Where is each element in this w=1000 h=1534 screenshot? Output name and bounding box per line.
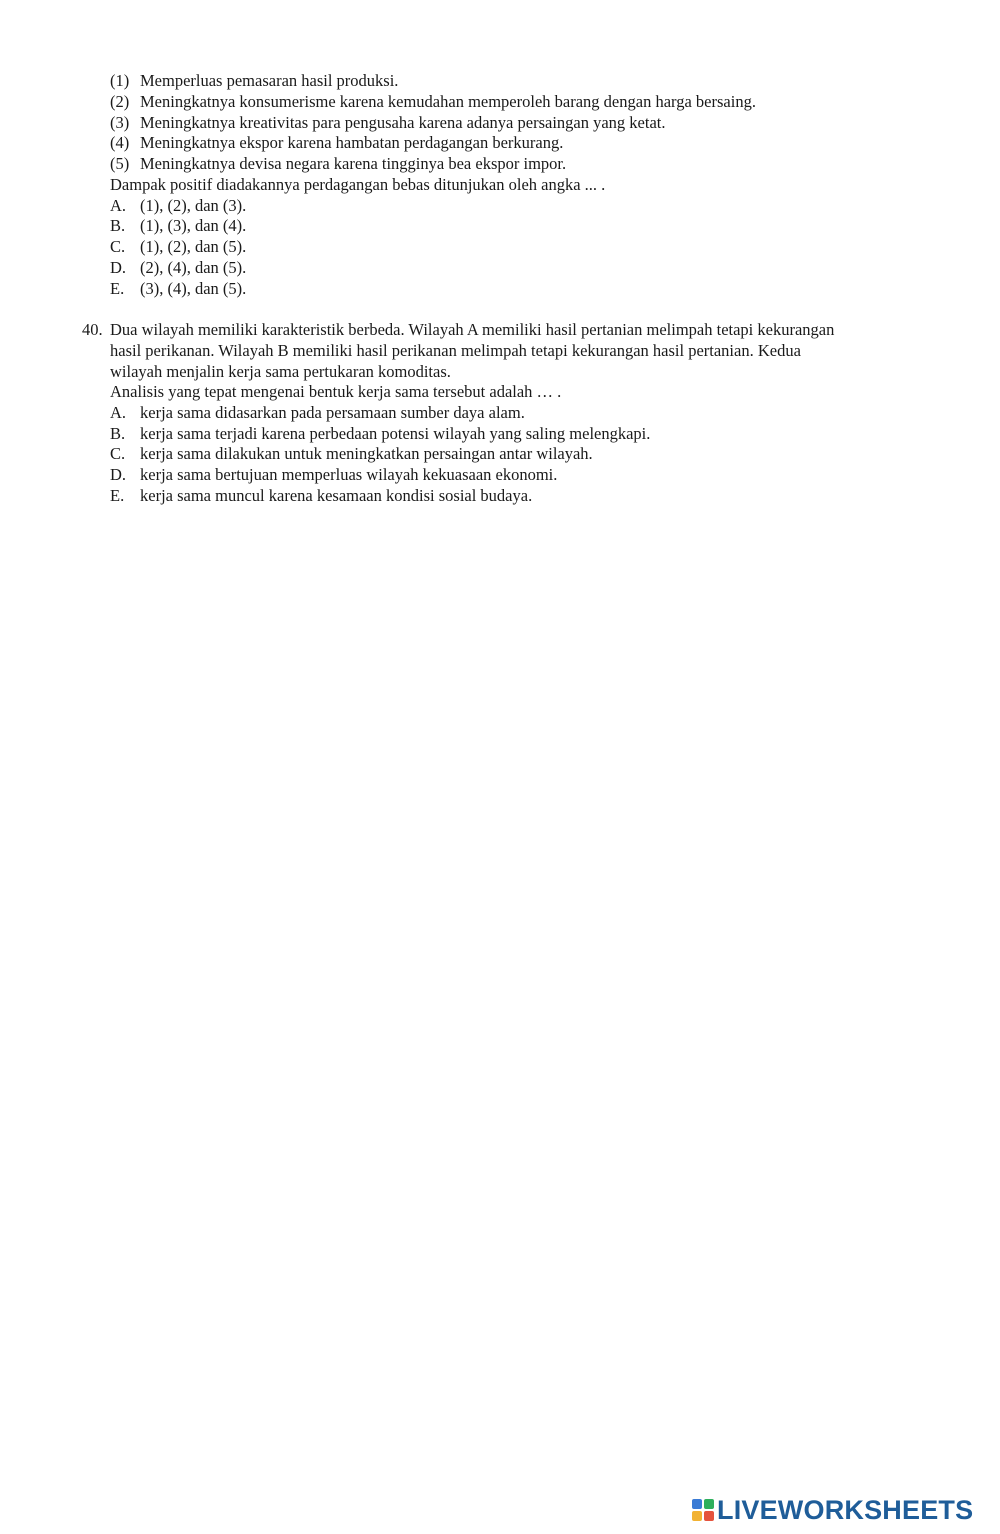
option-text: (1), (2), dan (5). (140, 237, 247, 256)
option-text: (1), (3), dan (4). (140, 216, 247, 235)
question-39-prompt: Dampak positif diadakannya perdagangan bebas ditunjukan oleh angka ... . (110, 175, 606, 194)
logo-text: LIVEWORKSHEETS (717, 1495, 974, 1525)
option-text: kerja sama didasarkan pada persamaan sumber daya alam. (140, 403, 525, 422)
option-letter: D. (110, 258, 127, 277)
option-letter: D. (110, 465, 127, 484)
statement-text: Meningkatnya devisa negara karena tingginya bea ekspor impor. (140, 154, 567, 173)
option-text: (3), (4), dan (5). (140, 279, 247, 298)
logo-square (704, 1511, 714, 1521)
question-40-stem-line-2: hasil perikanan. Wilayah B memiliki hasil perikanan melimpah tetapi kekurangan hasil pertanian. Kedua (110, 341, 801, 360)
option-letter: B. (110, 216, 126, 235)
question-number: 40. (82, 320, 103, 339)
option-text: (2), (4), dan (5). (140, 258, 247, 277)
option-letter: C. (110, 444, 126, 463)
option-letter: A. (110, 196, 127, 215)
statement-number: (5) (110, 154, 130, 173)
option-text: kerja sama muncul karena kesamaan kondisi sosial budaya. (140, 486, 533, 505)
liveworksheets-logo (692, 1496, 973, 1524)
option-text: (1), (2), dan (3). (140, 196, 247, 215)
option-letter: C. (110, 237, 126, 256)
question-40-stem-line-1: Dua wilayah memiliki karakteristik berbeda. Wilayah A memiliki hasil pertanian melimpah tetapi kekurangan (110, 320, 835, 339)
option-text: kerja sama terjadi karena perbedaan potensi wilayah yang saling melengkapi. (140, 424, 651, 443)
logo-square (692, 1499, 702, 1509)
statement-number: (4) (110, 133, 130, 152)
statement-number: (3) (110, 113, 130, 132)
statement-text: Meningkatnya ekspor karena hambatan perdagangan berkurang. (140, 133, 564, 152)
option-text: kerja sama dilakukan untuk meningkatkan persaingan antar wilayah. (140, 444, 593, 463)
statement-number: (2) (110, 92, 130, 111)
option-letter: B. (110, 424, 126, 443)
statement-text: Memperluas pemasaran hasil produksi. (140, 71, 399, 90)
question-40-prompt: Analisis yang tepat mengenai bentuk kerja sama tersebut adalah … . (110, 382, 562, 401)
option-letter: A. (110, 403, 127, 422)
option-letter: E. (110, 279, 125, 298)
option-text: kerja sama bertujuan memperluas wilayah kekuasaan ekonomi. (140, 465, 558, 484)
question-40-stem-line-3: wilayah menjalin kerja sama pertukaran komoditas. (110, 362, 451, 381)
logo-square (692, 1511, 702, 1521)
statement-text: Meningkatnya kreativitas para pengusaha karena adanya persaingan yang ketat. (140, 113, 666, 132)
statement-number: (1) (110, 71, 130, 90)
option-letter: E. (110, 486, 125, 505)
logo-square (704, 1499, 714, 1509)
liveworksheets-icon (692, 1499, 714, 1521)
statement-text: Meningkatnya konsumerisme karena kemudahan memperoleh barang dengan harga bersaing. (140, 92, 756, 111)
